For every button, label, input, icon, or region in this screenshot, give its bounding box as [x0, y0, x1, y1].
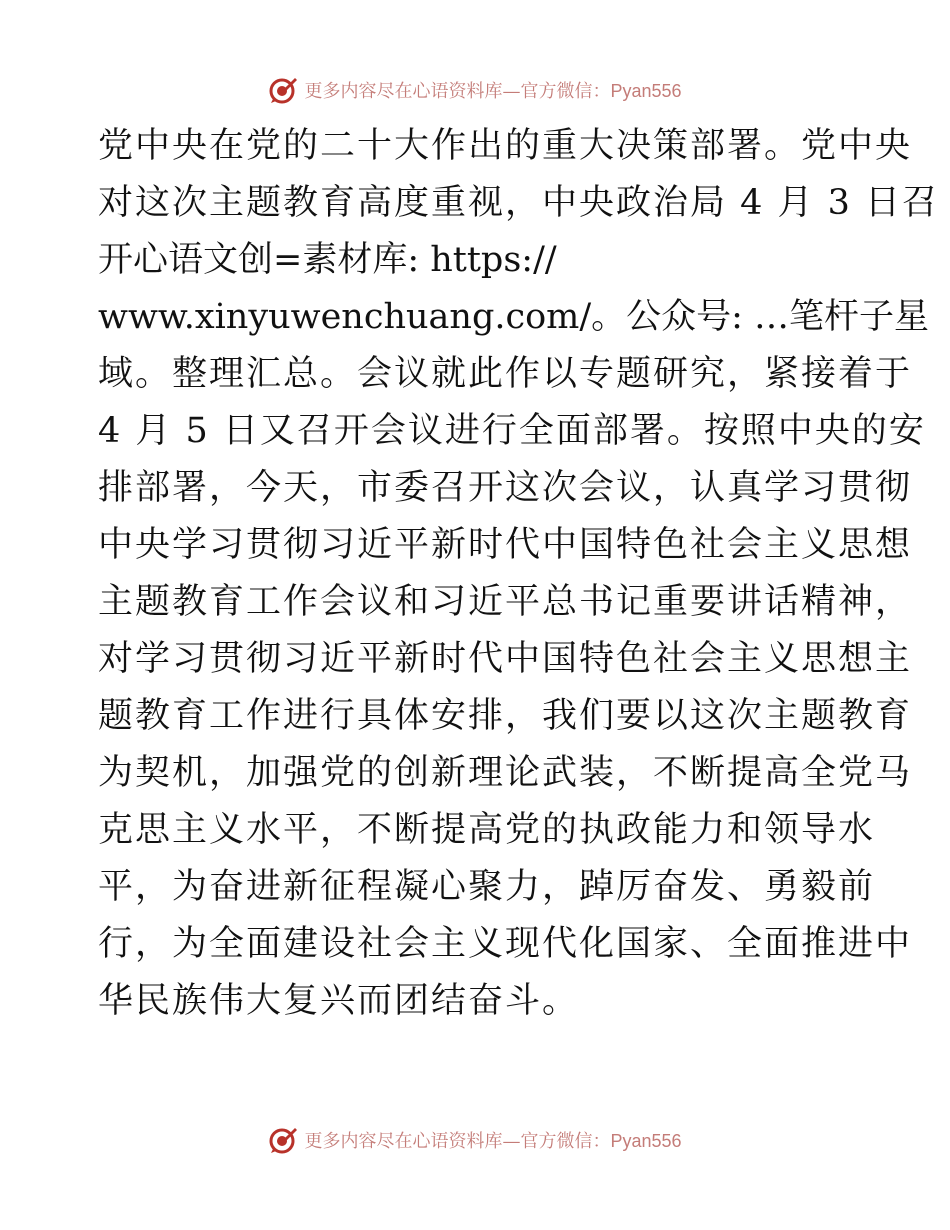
- body-line: 排部署，今天，市委召开这次会议，认真学习贯彻: [98, 468, 913, 508]
- body-line: 为契机，加强党的创新理论武装，不断提高全党马: [98, 753, 913, 793]
- body-line: 行，为全面建设社会主义现代化国家、全面推进中: [98, 924, 913, 964]
- banner-wechat-label: 官方微信：: [520, 1131, 611, 1152]
- body-line: www.xinyuwenchuang.com/。公众号: …笔杆子星: [98, 297, 930, 337]
- banner-main-text: 更多内容尽在心语资料库: [304, 1131, 503, 1152]
- banner-separator: —: [502, 1131, 521, 1152]
- body-line: 题教育工作进行具体安排，我们要以这次主题教育: [98, 696, 913, 736]
- body-line: 平，为奋进新征程凝心聚力，踔厉奋发、勇毅前: [98, 867, 876, 907]
- document-body: [98, 118, 940, 1030]
- banner-text: [304, 77, 681, 103]
- body-line: 对这次主题教育高度重视，中央政治局 4 月 3 日召: [98, 183, 940, 223]
- pen-nib-logo-icon: [268, 75, 298, 105]
- banner-main-text: 更多内容尽在心语资料库: [304, 81, 503, 102]
- pen-nib-logo-icon: [268, 1125, 298, 1155]
- body-line: 党中央在党的二十大作出的重大决策部署。党中央: [98, 126, 913, 166]
- banner-wechat-label: 官方微信：: [520, 81, 611, 102]
- body-line: 4 月 5 日又召开会议进行全面部署。按照中央的安: [98, 411, 926, 451]
- banner-account: Pyan556: [610, 81, 682, 101]
- body-line: 开心语文创=素材库: https://: [98, 240, 557, 280]
- body-line: 主题教育工作会议和习近平总书记重要讲话精神，: [98, 582, 913, 622]
- header-banner: [0, 72, 950, 108]
- banner-text: [304, 1127, 681, 1153]
- body-line: 中央学习贯彻习近平新时代中国特色社会主义思想: [98, 525, 913, 565]
- body-line: 域。整理汇总。会议就此作以专题研究，紧接着于: [98, 354, 913, 394]
- banner-account: Pyan556: [610, 1131, 682, 1151]
- banner-separator: —: [502, 81, 521, 102]
- body-line: 华民族伟大复兴而团结奋斗。: [98, 981, 580, 1021]
- body-line: 对学习贯彻习近平新时代中国特色社会主义思想主: [98, 639, 913, 679]
- footer-banner: [0, 1122, 950, 1158]
- body-line: 克思主义水平，不断提高党的执政能力和领导水: [98, 810, 876, 850]
